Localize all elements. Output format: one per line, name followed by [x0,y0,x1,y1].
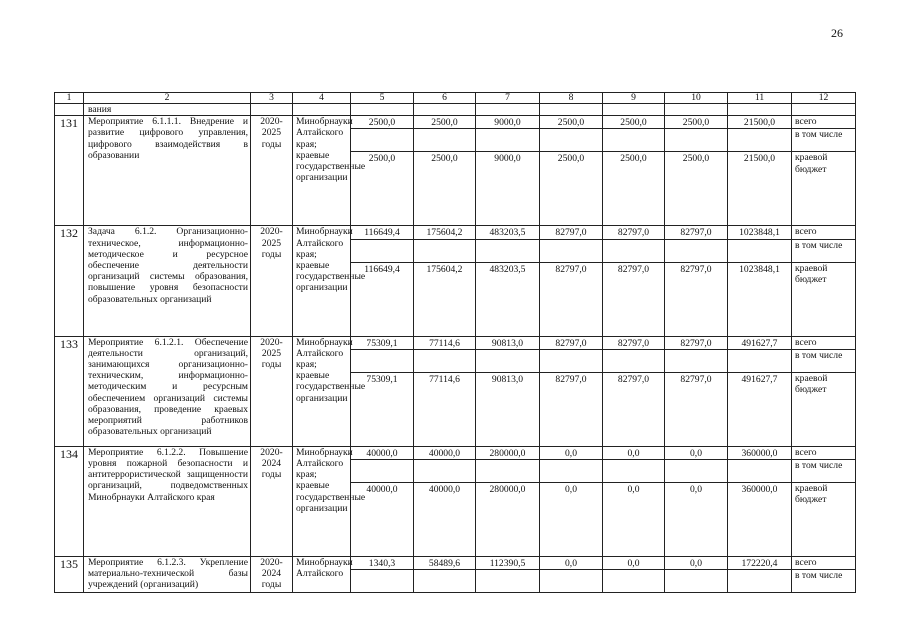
measure-name: Мероприятие 6.1.2.2. Повышение уровня пожарной безопасности и антитеррористической защищенности организаций, подведомственных Минобрнауки Алтайского края [84,446,251,556]
value-cell: 0,0 [665,557,728,570]
funding-category: краевой бюджет [792,262,856,336]
value-cell: 90813,0 [476,336,540,349]
empty-cell [728,349,792,372]
value-cell: 2500,0 [665,116,728,129]
value-cell: 21500,0 [728,116,792,129]
table-row [55,557,856,570]
funding-category: краевой бюджет [792,483,856,557]
funding-category: в том числе [792,460,856,483]
empty-cell [476,239,540,262]
funding-category: в том числе [792,129,856,152]
value-cell: 90813,0 [476,372,540,446]
value-cell: 2500,0 [351,116,414,129]
continued-row [55,104,856,116]
value-cell: 82797,0 [665,226,728,239]
value-cell: 77114,6 [414,372,476,446]
column-header: 12 [792,93,856,104]
value-cell: 9000,0 [476,116,540,129]
empty-cell [540,460,603,483]
value-cell: 172220,4 [728,557,792,570]
value-cell: 75309,1 [351,372,414,446]
value-cell: 280000,0 [476,446,540,459]
empty-cell [665,239,728,262]
executor: Минобрнауки Алтайского края; краевые государственные организации [293,116,351,226]
table-row [55,446,856,459]
empty-cell [351,349,414,372]
value-cell: 0,0 [540,557,603,570]
table-row [55,336,856,349]
measure-name: Мероприятие 6.1.2.1. Обеспечение деятельности организаций, занимающихся организационно-техническим, информационно-методическим и ресурсным обеспечением организаций системы образования, проведение краевых мероприятий работников образовательных организаций [84,336,251,446]
budget-table [54,92,856,593]
column-header: 3 [251,93,293,104]
empty-cell [476,349,540,372]
column-header: 4 [293,93,351,104]
value-cell: 82797,0 [603,262,665,336]
empty-cell [603,239,665,262]
value-cell: 82797,0 [540,372,603,446]
funding-category: краевой бюджет [792,152,856,226]
empty-cell [540,570,603,593]
value-cell: 82797,0 [665,372,728,446]
funding-category: всего [792,336,856,349]
value-cell: 2500,0 [540,116,603,129]
value-cell: 40000,0 [351,446,414,459]
value-cell: 280000,0 [476,483,540,557]
value-cell: 2500,0 [414,116,476,129]
value-cell: 360000,0 [728,446,792,459]
row-number: 134 [55,446,84,556]
value-cell: 2500,0 [414,152,476,226]
empty-cell [351,239,414,262]
empty-cell [665,460,728,483]
period-years: 2020-2025 годы [251,336,293,446]
empty-cell [603,460,665,483]
value-cell: 9000,0 [476,152,540,226]
value-cell: 82797,0 [665,262,728,336]
value-cell: 0,0 [665,483,728,557]
column-number-header [55,93,856,104]
empty-cell [476,460,540,483]
value-cell: 0,0 [540,446,603,459]
empty-cell [351,570,414,593]
empty-cell [603,570,665,593]
empty-cell [728,129,792,152]
value-cell: 2500,0 [540,152,603,226]
column-header: 6 [414,93,476,104]
empty-cell [540,349,603,372]
period-years: 2020-2025 годы [251,226,293,336]
value-cell: 483203,5 [476,262,540,336]
funding-category: всего [792,557,856,570]
value-cell: 0,0 [665,446,728,459]
value-cell: 82797,0 [665,336,728,349]
value-cell: 491627,7 [728,372,792,446]
value-cell: 1023848,1 [728,226,792,239]
value-cell: 82797,0 [540,336,603,349]
empty-cell [728,570,792,593]
value-cell: 116649,4 [351,262,414,336]
table-row [55,226,856,239]
empty-cell [665,349,728,372]
value-cell: 82797,0 [603,372,665,446]
value-cell: 82797,0 [603,226,665,239]
empty-cell [414,570,476,593]
empty-cell [476,129,540,152]
empty-cell [540,239,603,262]
column-header: 9 [603,93,665,104]
funding-category: краевой бюджет [792,372,856,446]
table-row [55,116,856,129]
row-number: 132 [55,226,84,336]
empty-cell [351,460,414,483]
value-cell: 58489,6 [414,557,476,570]
value-cell: 483203,5 [476,226,540,239]
empty-cell [603,129,665,152]
executor: Минобрнауки Алтайского [293,557,351,593]
value-cell: 82797,0 [540,226,603,239]
value-cell: 82797,0 [603,336,665,349]
value-cell: 21500,0 [728,152,792,226]
column-header: 5 [351,93,414,104]
value-cell: 360000,0 [728,483,792,557]
row-number: 133 [55,336,84,446]
value-cell: 0,0 [540,483,603,557]
column-header: 8 [540,93,603,104]
value-cell: 2500,0 [351,152,414,226]
column-header: 1 [55,93,84,104]
period-years: 2020-2025 годы [251,116,293,226]
executor: Минобрнауки Алтайского края; краевые государственные организации [293,226,351,336]
value-cell: 491627,7 [728,336,792,349]
empty-cell [414,239,476,262]
value-cell: 116649,4 [351,226,414,239]
column-header: 11 [728,93,792,104]
value-cell: 40000,0 [351,483,414,557]
measure-name: Задача 6.1.2. Организационно-техническое, информационно-методическое и ресурсное обеспечение деятельности организаций системы образования, повышение уровня безопасности образовательных организаций [84,226,251,336]
value-cell: 2500,0 [603,116,665,129]
value-cell: 2500,0 [665,152,728,226]
value-cell: 1340,3 [351,557,414,570]
empty-cell [728,239,792,262]
value-cell: 175604,2 [414,226,476,239]
continued-text: вания [84,104,251,116]
row-number: 131 [55,116,84,226]
column-header: 7 [476,93,540,104]
value-cell: 175604,2 [414,262,476,336]
empty-cell [540,129,603,152]
period-years: 2020-2024 годы [251,557,293,593]
value-cell: 77114,6 [414,336,476,349]
empty-cell [414,460,476,483]
value-cell: 82797,0 [540,262,603,336]
value-cell: 0,0 [603,557,665,570]
funding-category: в том числе [792,570,856,593]
page-number: 26 [831,26,843,40]
value-cell: 0,0 [603,446,665,459]
value-cell: 40000,0 [414,446,476,459]
funding-category: всего [792,446,856,459]
funding-category: в том числе [792,239,856,262]
value-cell: 2500,0 [603,152,665,226]
empty-cell [665,570,728,593]
funding-category: всего [792,226,856,239]
empty-cell [728,460,792,483]
row-number: 135 [55,557,84,593]
period-years: 2020-2024 годы [251,446,293,556]
empty-cell [603,349,665,372]
column-header: 10 [665,93,728,104]
column-header: 2 [84,93,251,104]
value-cell: 112390,5 [476,557,540,570]
funding-category: всего [792,116,856,129]
empty-cell [414,349,476,372]
value-cell: 1023848,1 [728,262,792,336]
executor: Минобрнауки Алтайского края; краевые государственные организации [293,446,351,556]
empty-cell [665,129,728,152]
measure-name: Мероприятие 6.1.2.3. Укрепление материально-технической базы учреждений (организаций) [84,557,251,593]
executor: Минобрнауки Алтайского края; краевые государственные организации [293,336,351,446]
funding-category: в том числе [792,349,856,372]
value-cell: 40000,0 [414,483,476,557]
empty-cell [414,129,476,152]
empty-cell [476,570,540,593]
value-cell: 75309,1 [351,336,414,349]
empty-cell [351,129,414,152]
value-cell: 0,0 [603,483,665,557]
measure-name: Мероприятие 6.1.1.1. Внедрение и развитие цифрового управления, цифрового взаимодействия в образовании [84,116,251,226]
